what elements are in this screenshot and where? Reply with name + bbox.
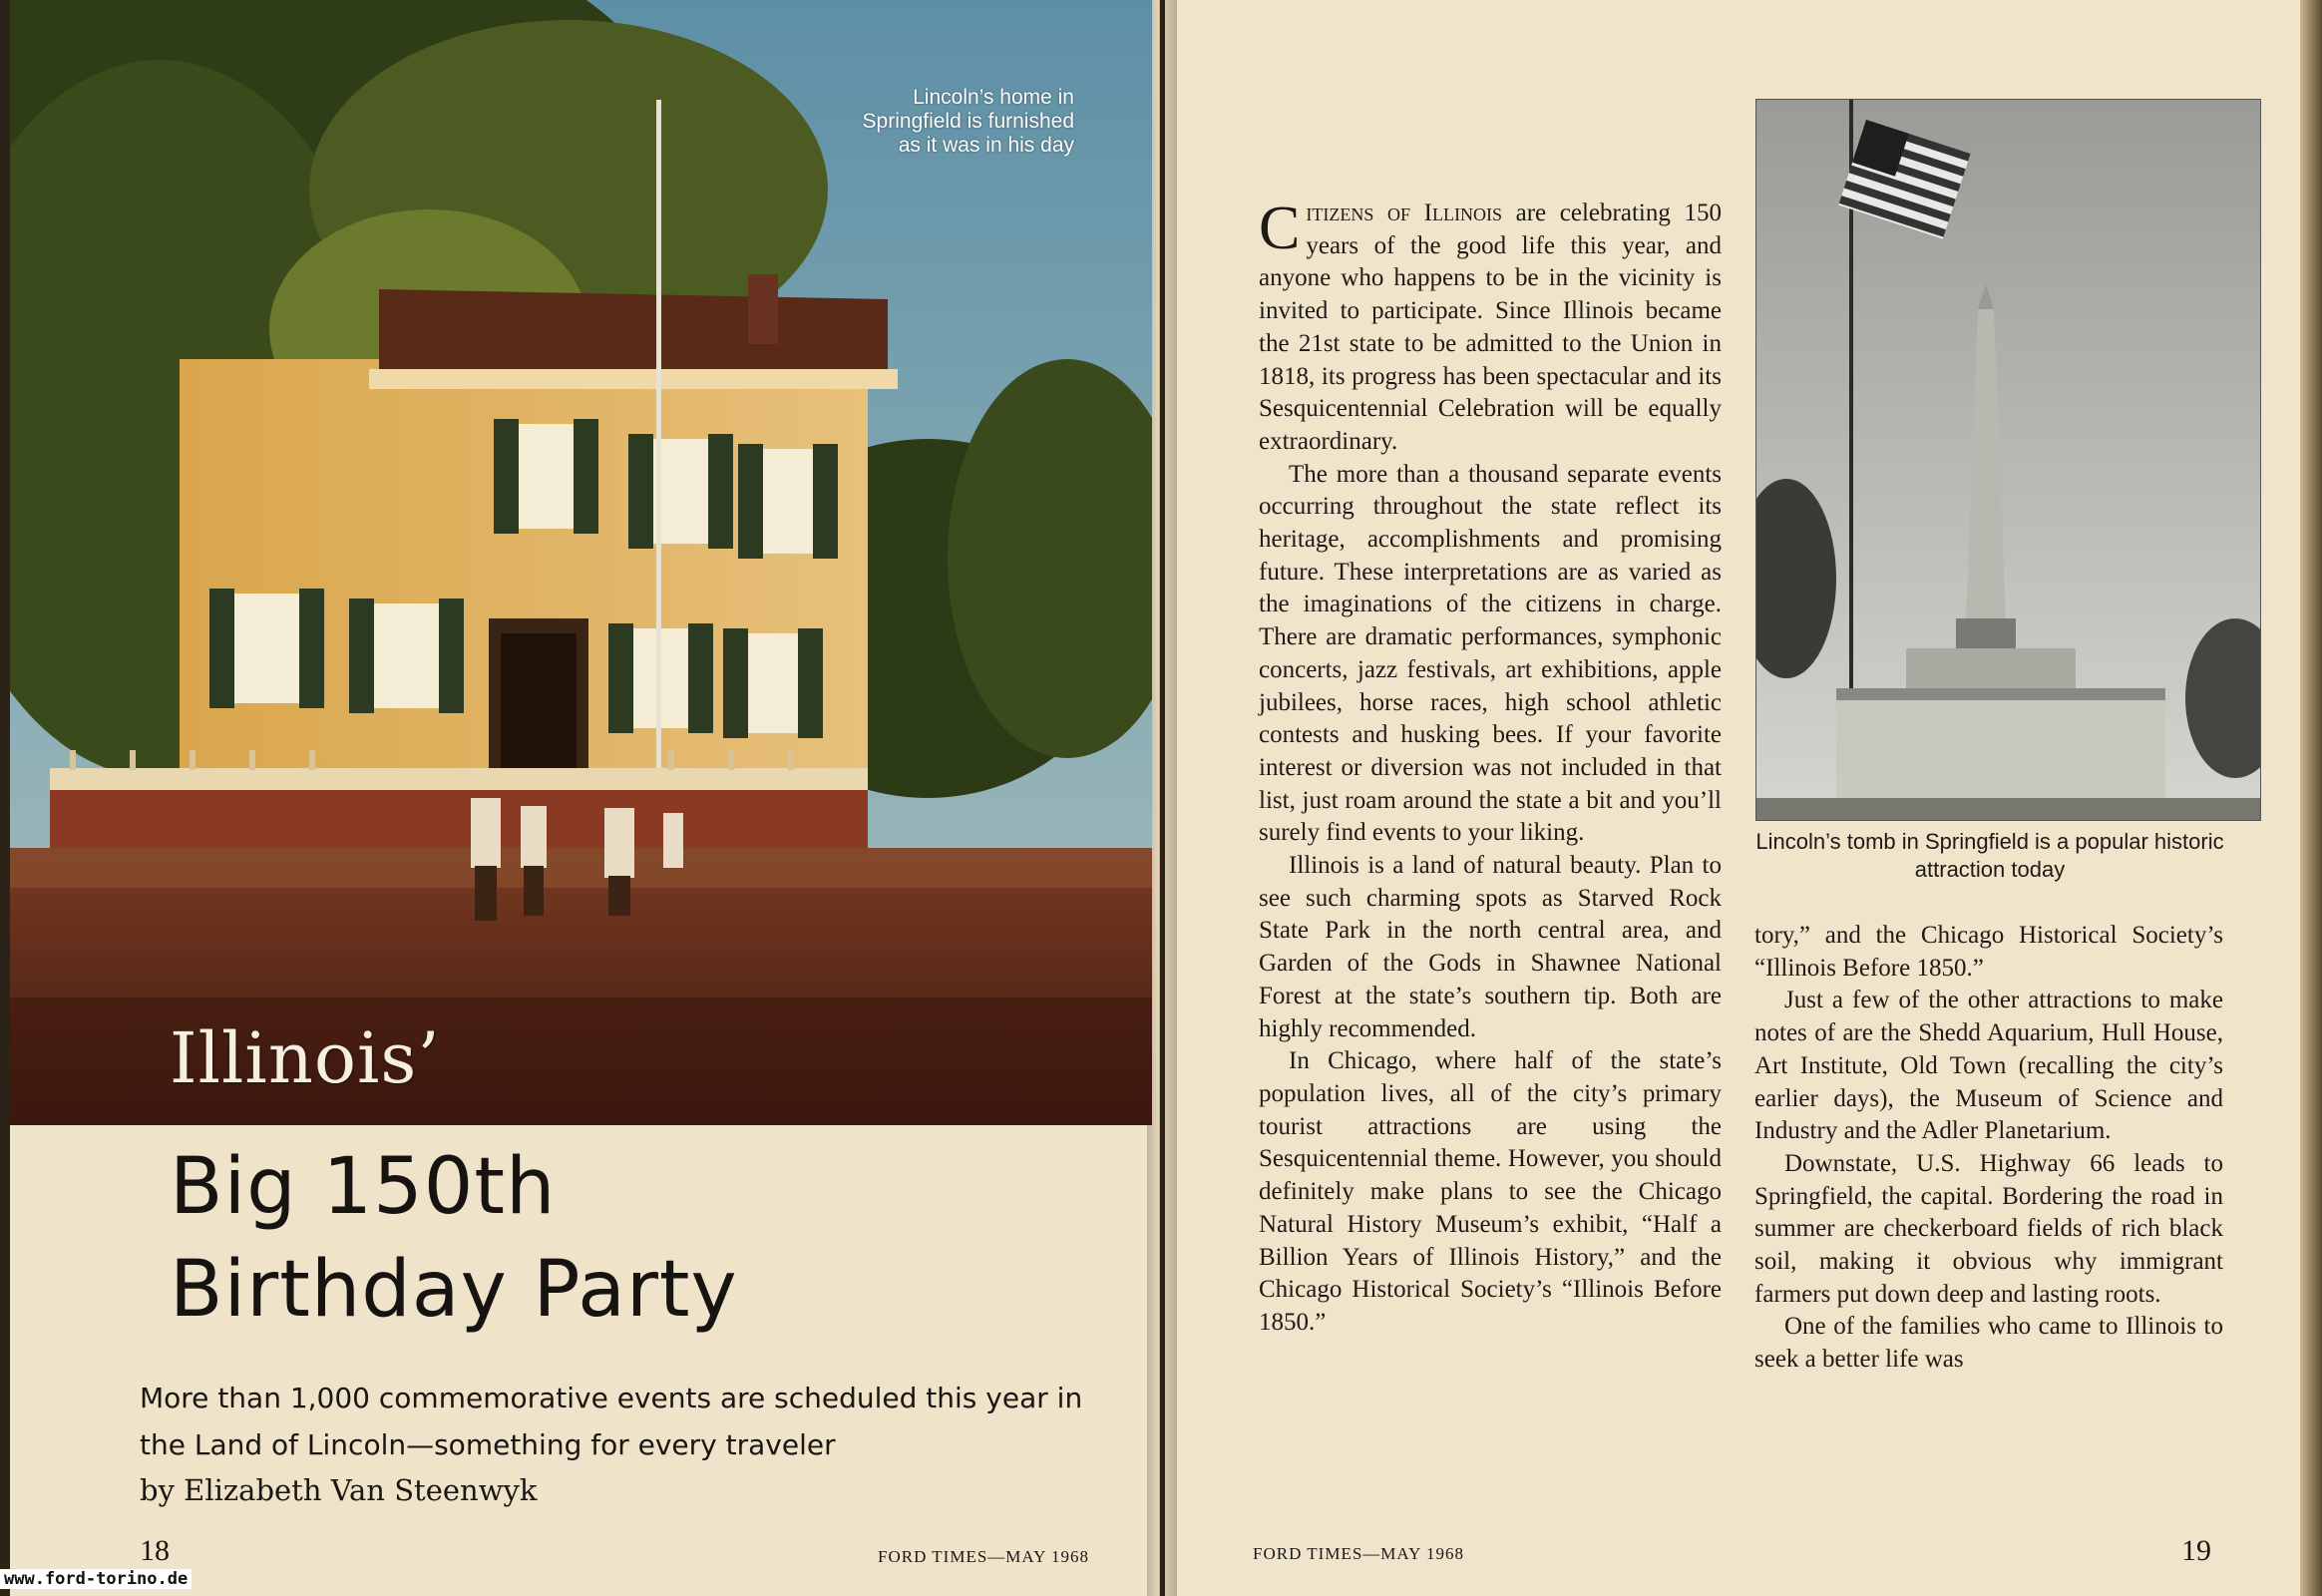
paragraph-5: Just a few of the other attractions to make notes of are the Shedd Aquarium, Hull House, Art Institute, Old Town (recalling the city’s earlier days), the Museum of Science and Industry and the Adler Planetarium. — [1754, 987, 2223, 1145]
article-column-1 — [1259, 195, 1722, 1345]
page-number-right: 19 — [2181, 1534, 2211, 1567]
running-foot-left: FORD TIMES—MAY 1968 — [878, 1547, 1090, 1566]
book-edge — [2300, 0, 2322, 1596]
paragraph-2: The more than a thousand separate events occurring throughout the state reflect its heritage, accomplishments and promising future. These interpretations are as varied as the imaginations of the citizens in charge. There are dramatic performances, symphonic concerts, jazz festivals, art exhibitions, apple jubilees, horse races, high school athletic contests and husking bees. If your favorite interest or diversion was not included in that list, just roam around the state a bit and you’ll surely find events to your liking. — [1259, 460, 1722, 847]
paragraph-1-text: are celebrating 150 years of the good life this year, and anyone who happens to be in the vicinity is invited to participate. Since Illinois became the 21st state to be admitted to the Union in 1818, its progress has been spectacular and its Sesquicentennial Celebration will be equally extraordinary. — [1259, 200, 1722, 455]
article-byline: by Elizabeth Van Steenwyk — [140, 1473, 538, 1507]
paragraph-1 — [1259, 195, 1722, 459]
article-subtitle: More than 1,000 commemorative events are scheduled this year in the Land of Lincoln—something for every traveler — [140, 1382, 1083, 1461]
article-title-line2: Big 150th — [170, 1142, 557, 1232]
article-column-2 — [1754, 920, 2223, 1377]
paragraph-6: Downstate, U.S. Highway 66 leads to Springfield, the capital. Bordering the road in summer are checkerboard fields of rich black soil, making it obvious why immigrant farmers put down deep and lasting roots. — [1754, 1149, 2223, 1308]
lead-in: itizens of Illinois — [1306, 200, 1502, 226]
paragraph-7: One of the families who came to Illinois to seek a better life was — [1754, 1313, 2223, 1374]
page-number-left: 18 — [140, 1534, 170, 1567]
running-foot-right: FORD TIMES—MAY 1968 — [1253, 1544, 1465, 1563]
website-watermark: www.ford-torino.de — [0, 1569, 192, 1589]
tomb-photo-caption: Lincoln’s tomb in Springfield is a popular historic attraction today — [1755, 829, 2224, 882]
article-title-line1: Illinois’ — [170, 1017, 441, 1099]
home-photo-caption: Lincoln’s home in Springfield is furnished as it was in his day — [862, 86, 1074, 157]
drop-cap: C — [1259, 195, 1301, 262]
paragraph-3: Illinois is a land of natural beauty. Plan to see such charming spots as Starved Rock State Park in the north central area, and Garden of the Gods in Shawnee National Forest at the state’s southern tip. Both are highly recommended. — [1259, 852, 1722, 1042]
article-title-line3: Birthday Party — [170, 1245, 738, 1335]
paragraph-4-continued: tory,” and the Chicago Historical Society’s “Illinois Before 1850.” — [1754, 922, 2223, 982]
paragraph-4: In Chicago, where half of the state’s population lives, all of the city’s primary tourist attractions are using the Sesquicentennial theme. However, you should definitely make plans to see the Chicago Natural History Museum’s exhibit, “Half a Billion Years of Illinois History,” and the Chicago Historical Society’s “Illinois Before 1850.” — [1259, 1047, 1722, 1336]
lincoln-tomb-photo — [1755, 99, 2261, 821]
lincoln-home-photo — [10, 0, 1152, 1125]
